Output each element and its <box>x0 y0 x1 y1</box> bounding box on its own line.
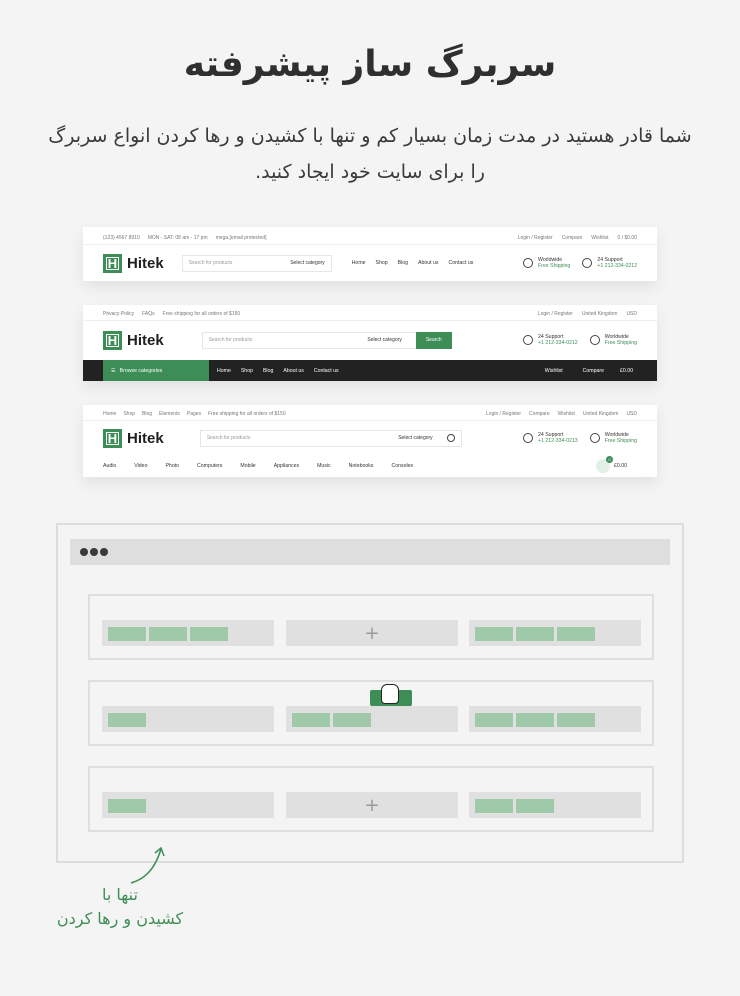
nav-home[interactable]: Home <box>351 260 366 266</box>
category-select[interactable]: Select category <box>398 435 433 441</box>
support-info <box>582 257 637 269</box>
support-icon <box>523 335 533 345</box>
shipping-note: Free shipping for all orders of $150 <box>208 410 286 417</box>
builder-cell[interactable] <box>286 706 458 732</box>
globe-icon <box>590 335 600 345</box>
cart-count-badge: 0 <box>606 456 613 463</box>
globe-icon <box>590 433 600 443</box>
info-line: 24 Support <box>538 432 564 438</box>
wishlist-link[interactable]: Wishlist <box>557 410 575 417</box>
category-select[interactable]: Select category <box>367 337 402 343</box>
builder-block[interactable] <box>475 713 513 727</box>
nav-shop[interactable]: Shop <box>240 367 253 374</box>
builder-cell[interactable] <box>102 620 274 646</box>
logo-icon: H <box>103 254 122 273</box>
support-icon <box>523 433 533 443</box>
search-input[interactable] <box>200 430 462 447</box>
drag-drop-caption <box>40 883 200 931</box>
caption-line: کشیدن و رها کردن <box>56 909 184 928</box>
currency-select[interactable]: USD <box>626 410 637 417</box>
cat-consoles[interactable]: Consoles <box>391 463 414 469</box>
info-line: +1 212-334-0212 <box>597 263 637 269</box>
builder-cell[interactable] <box>469 792 641 818</box>
header-preview-3 <box>83 405 657 477</box>
top-nav-shop[interactable]: Shop <box>123 410 136 417</box>
shipping-note: Free shipping for all orders of $150 <box>162 310 241 317</box>
builder-block[interactable] <box>557 627 595 641</box>
builder-cell[interactable] <box>469 620 641 646</box>
category-select[interactable]: Select category <box>290 260 325 266</box>
browse-label: Browse categories <box>119 367 163 374</box>
builder-block[interactable] <box>108 627 146 641</box>
hand-cursor-icon <box>381 684 399 704</box>
nav-home[interactable]: Home <box>217 367 231 374</box>
nav-blog[interactable]: Blog <box>262 367 274 374</box>
search-button[interactable]: Search <box>416 332 452 349</box>
cart-icon[interactable] <box>596 459 610 473</box>
builder-block[interactable] <box>149 627 187 641</box>
header-preview-2 <box>83 305 657 381</box>
faq-link[interactable]: FAQs <box>142 310 155 317</box>
info-line: 24 Support <box>597 257 623 263</box>
logo-icon: H <box>103 331 122 350</box>
cat-photo[interactable]: Photo <box>165 463 180 469</box>
builder-cell[interactable] <box>102 706 274 732</box>
builder-block[interactable] <box>516 799 554 813</box>
builder-cell[interactable] <box>469 706 641 732</box>
info-line: Free Shipping <box>604 438 637 444</box>
info-line: Worldwide <box>604 334 629 340</box>
builder-block[interactable] <box>557 713 595 727</box>
caption-line: تنها با <box>102 885 138 904</box>
logo-text: Hitek <box>127 331 164 349</box>
email-text: mega.[email protected] <box>215 234 267 241</box>
compare-link[interactable]: Compare <box>582 367 605 374</box>
header-preview-1 <box>83 227 657 281</box>
cart-total[interactable]: £0.00 <box>620 367 633 374</box>
builder-block[interactable] <box>108 713 146 727</box>
info-line: Free Shipping <box>538 263 571 269</box>
compare-link[interactable]: Compare <box>561 234 583 241</box>
window-dot <box>80 548 88 556</box>
shipping-info <box>523 257 570 269</box>
builder-block[interactable] <box>516 713 554 727</box>
nav-contact[interactable]: Contact us <box>313 367 339 374</box>
builder-block[interactable] <box>475 799 513 813</box>
cat-music[interactable]: Music <box>317 463 331 469</box>
hours-text: MON - SAT: 08 am - 17 pm <box>147 234 208 241</box>
page-title: سربرگ ساز پیشرفته <box>183 44 557 85</box>
cat-computers[interactable]: Computers <box>197 463 223 469</box>
login-link[interactable]: Login / Register <box>486 410 522 417</box>
nav-about[interactable]: About us <box>283 367 304 374</box>
add-icon[interactable]: + <box>364 794 380 816</box>
builder-cell[interactable] <box>286 620 458 646</box>
builder-block[interactable] <box>475 627 513 641</box>
logo-text: Hitek <box>127 429 164 447</box>
top-nav-pages[interactable]: Pages <box>186 410 202 417</box>
logo[interactable] <box>103 331 164 350</box>
logo[interactable] <box>103 254 164 273</box>
page-subtitle: شما قادر هستید در مدت زمان بسیار کم و تنها با کشیدن و رها کردن انواع سربرگ را برای سایت خود ایجاد کنید. <box>48 125 692 183</box>
cart-link[interactable]: 0 / $0.00 <box>617 234 637 241</box>
info-line: 24 Support <box>538 334 564 340</box>
add-icon[interactable]: + <box>364 622 380 644</box>
builder-block[interactable] <box>108 799 146 813</box>
window-dot <box>90 548 98 556</box>
currency-select[interactable]: USD <box>626 310 637 317</box>
top-nav-home[interactable]: Home <box>103 410 117 417</box>
support-icon <box>582 258 592 268</box>
shipping-info <box>590 432 637 444</box>
cat-mobile[interactable]: Mobile <box>240 463 256 469</box>
search-input[interactable] <box>202 332 452 349</box>
search-icon[interactable] <box>447 434 455 442</box>
builder-block[interactable] <box>516 627 554 641</box>
info-line: Worldwide <box>604 432 629 438</box>
nav-contact[interactable]: Contact us <box>448 260 474 266</box>
wishlist-link[interactable]: Wishlist <box>591 234 609 241</box>
cat-video[interactable]: Video <box>134 463 148 469</box>
window-dot <box>100 548 108 556</box>
compare-link[interactable]: Compare <box>529 410 550 417</box>
nav-blog[interactable]: Blog <box>397 260 409 266</box>
builder-block[interactable] <box>190 627 228 641</box>
arrow-icon <box>125 843 170 888</box>
builder-cell[interactable] <box>286 792 458 818</box>
shipping-info <box>590 334 637 346</box>
phone-text: (123) 4567 8910 <box>103 234 140 241</box>
builder-row[interactable] <box>88 766 654 832</box>
search-placeholder: Search for products <box>208 337 253 343</box>
logo-icon: H <box>103 429 122 448</box>
builder-block[interactable] <box>333 713 371 727</box>
info-line: +1 212-334-0213 <box>538 438 578 444</box>
menu-icon: ☰ <box>111 367 116 374</box>
logo-text: Hitek <box>127 254 164 272</box>
search-placeholder: Search for products <box>206 435 251 441</box>
window-bar <box>70 539 670 565</box>
search-input[interactable] <box>182 255 332 272</box>
builder-cell[interactable] <box>102 792 274 818</box>
support-info <box>523 334 578 346</box>
cart-total[interactable]: £0.00 <box>614 463 627 469</box>
top-nav-elements[interactable]: Elements <box>159 410 180 417</box>
login-link[interactable]: Login / Register <box>517 234 553 241</box>
builder-row[interactable] <box>88 594 654 660</box>
nav-about[interactable]: About us <box>418 260 439 266</box>
browse-categories-button[interactable] <box>103 360 209 381</box>
logo[interactable] <box>103 429 164 448</box>
globe-icon <box>523 258 533 268</box>
wishlist-link[interactable]: Wishlist <box>544 367 563 374</box>
login-link[interactable]: Login / Register <box>537 310 573 317</box>
info-line: +1 212-334-0212 <box>538 340 578 346</box>
cat-appliances[interactable]: Appliances <box>273 463 300 469</box>
info-line: Free Shipping <box>604 340 637 346</box>
cat-audio[interactable]: Audio <box>103 463 117 469</box>
privacy-link[interactable]: Privacy Policy <box>103 310 135 317</box>
region-select[interactable]: United Kingdom <box>582 410 619 417</box>
info-line: Worldwide <box>538 257 563 263</box>
builder-block[interactable] <box>292 713 330 727</box>
region-select[interactable]: United Kingdom <box>581 310 618 317</box>
support-info <box>523 432 578 444</box>
top-nav-blog[interactable]: Blog <box>142 410 153 417</box>
cat-notebooks[interactable]: Notebooks <box>348 463 374 469</box>
nav-shop[interactable]: Shop <box>375 260 388 266</box>
search-placeholder: Search for products <box>188 260 233 266</box>
